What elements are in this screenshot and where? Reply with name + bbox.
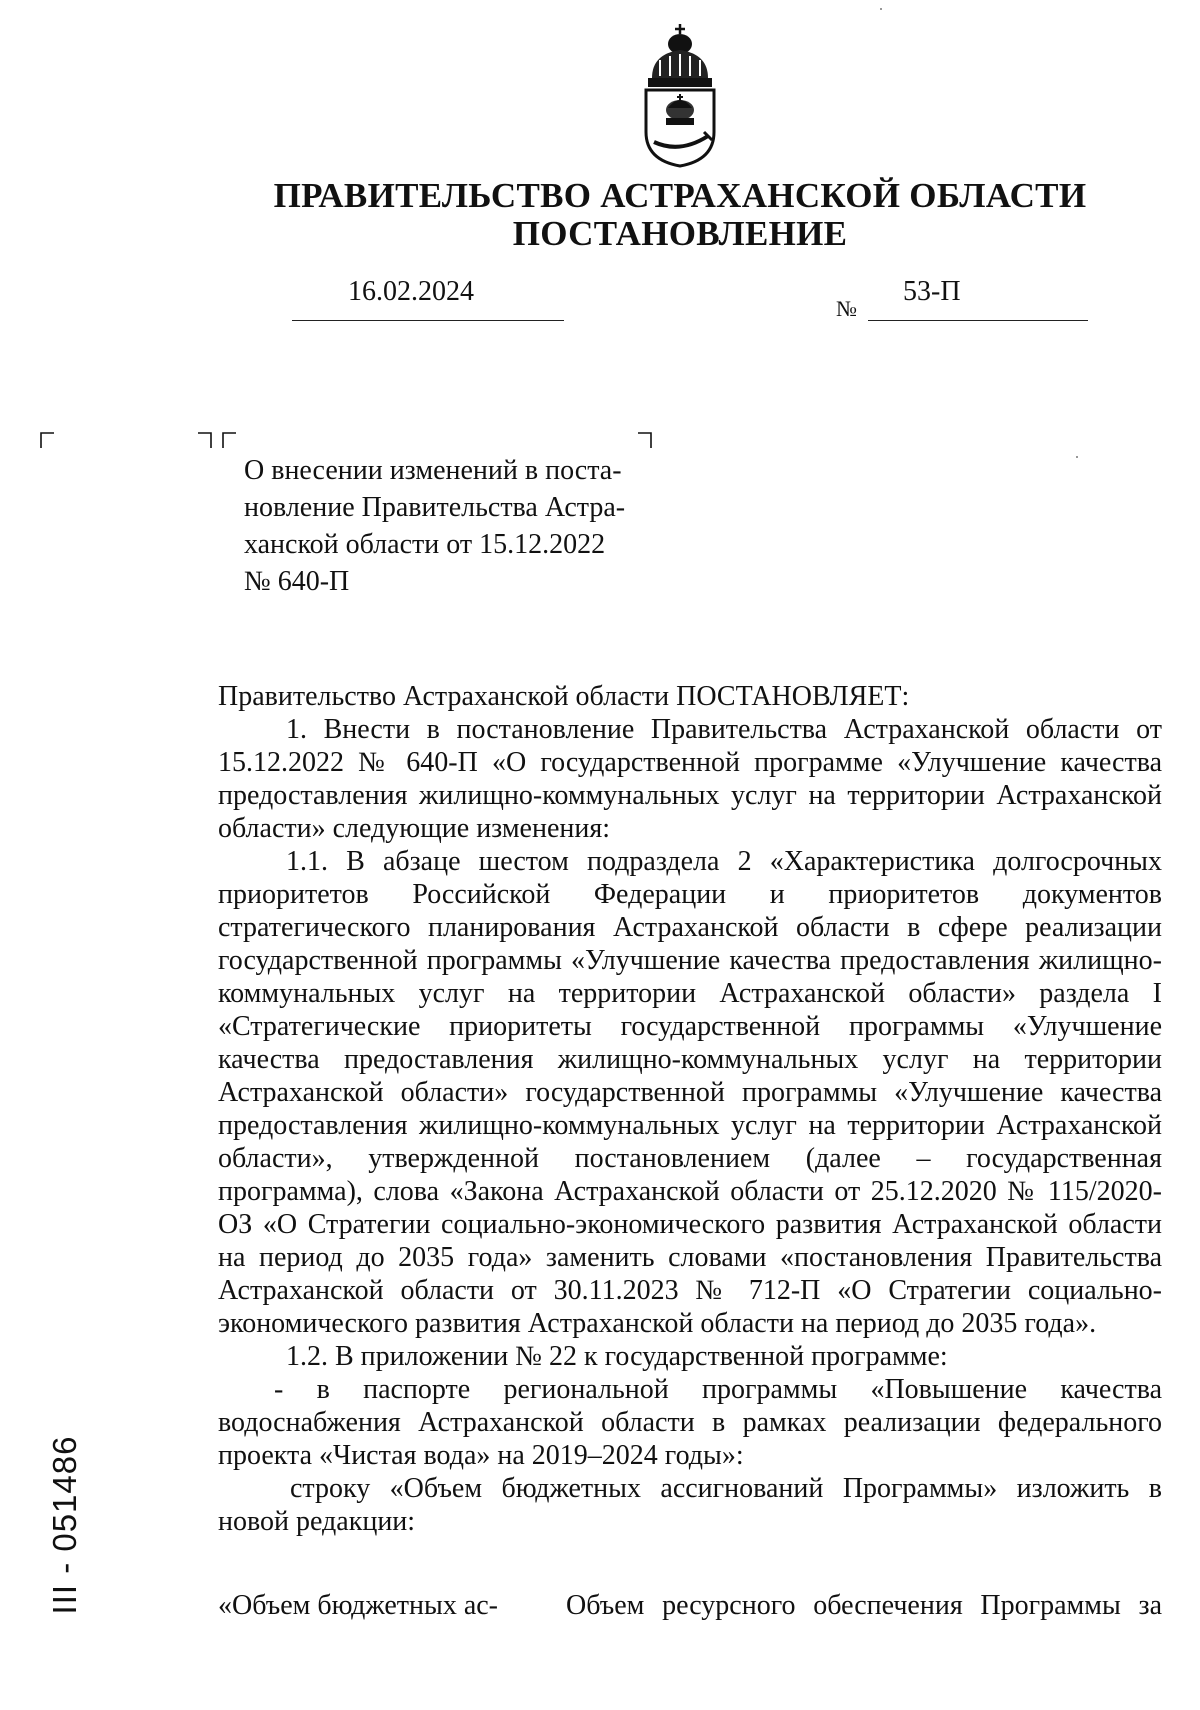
- date-underline: [292, 320, 564, 321]
- number-underline: [868, 320, 1088, 321]
- corner-mark-top-right: [198, 432, 212, 448]
- document-subject: [244, 452, 640, 600]
- scan-speck: [880, 8, 882, 10]
- government-name: ПРАВИТЕЛЬСТВО АСТРАХАНСКОЙ ОБЛАСТИ: [273, 176, 1087, 215]
- subject-line: О внесении изменений в поста-: [244, 455, 622, 486]
- corner-mark-top-left: [222, 432, 236, 448]
- side-serial-text: III - 051486: [46, 1435, 83, 1615]
- paragraph-1-1: 1.1. В абзаце шестом подраздела 2 «Характеристика долгосрочных приоритетов Российской Федерации и приоритетов документов стратегического планирования Астраханской области в сфере реализации государственной программы «Улучшение качества предоставления жилищно-коммунальных услуг на территории Астраханской области» раздела I «Стратегические приоритеты государственной программы «Улучшение качества предоставления жилищно-коммунальных услуг на территории Астраханской области» государственной программы «Улучшение качества предоставления жилищно-коммунальных услуг на территории Астраханской области», утвержденной постановлением (далее – государственная программа), слова «Закона Астраханской области от 25.12.2020 № 115/2020-ОЗ «О Стратегии социально-экономического развития Астраханской области на период до 2035 года» заменить словами «постановления Правительства Астраханской области от 30.11.2023 № 712-П «О Стратегии социально-экономического развития Астраханской области на период до 2035 года».: [218, 846, 1162, 1339]
- paragraph-1: 1. Внести в постановление Правительства Астраханской области от 15.12.2022 № 640-П «О государственной программе «Улучшение качества предоставления жилищно-коммунальных услуг на территории Астраханской области» следующие изменения:: [218, 714, 1162, 844]
- table-cell-label: «Объем бюджетных ас-: [218, 1590, 498, 1621]
- document-body: [218, 680, 1162, 1538]
- table-cell-value: Объем ресурсного обеспечения Программы за: [566, 1590, 1162, 1621]
- coat-of-arms-icon: [630, 20, 730, 170]
- document-type: ПОСТАНОВЛЕНИЕ: [512, 214, 848, 253]
- paragraph-line: строку «Объем бюджетных ассигнований Программы» изложить в новой редакции:: [218, 1473, 1162, 1537]
- number-sign: №: [836, 296, 857, 321]
- paragraph-bullet: - в паспорте региональной программы «Повышение качества водоснабжения Астраханской области в рамках реализации федерального проекта «Чистая вода» на 2019–2024 годы»:: [218, 1374, 1162, 1471]
- subject-line: ханской области от 15.12.2022: [244, 529, 606, 560]
- document-number: 53-П: [903, 276, 961, 307]
- corner-mark-top-right: [638, 432, 652, 448]
- subject-line: № 640-П: [244, 566, 350, 597]
- paragraph-1-2: 1.2. В приложении № 22 к государственной программе:: [286, 1341, 948, 1372]
- scan-speck: [1076, 456, 1078, 458]
- preamble: Правительство Астраханской области ПОСТАНОВЛЯЕТ:: [218, 681, 910, 712]
- corner-mark-top-left: [40, 432, 54, 448]
- side-serial-number: [30, 1400, 100, 1650]
- subject-line: новление Правительства Астра-: [244, 492, 626, 523]
- document-date: 16.02.2024: [348, 276, 474, 307]
